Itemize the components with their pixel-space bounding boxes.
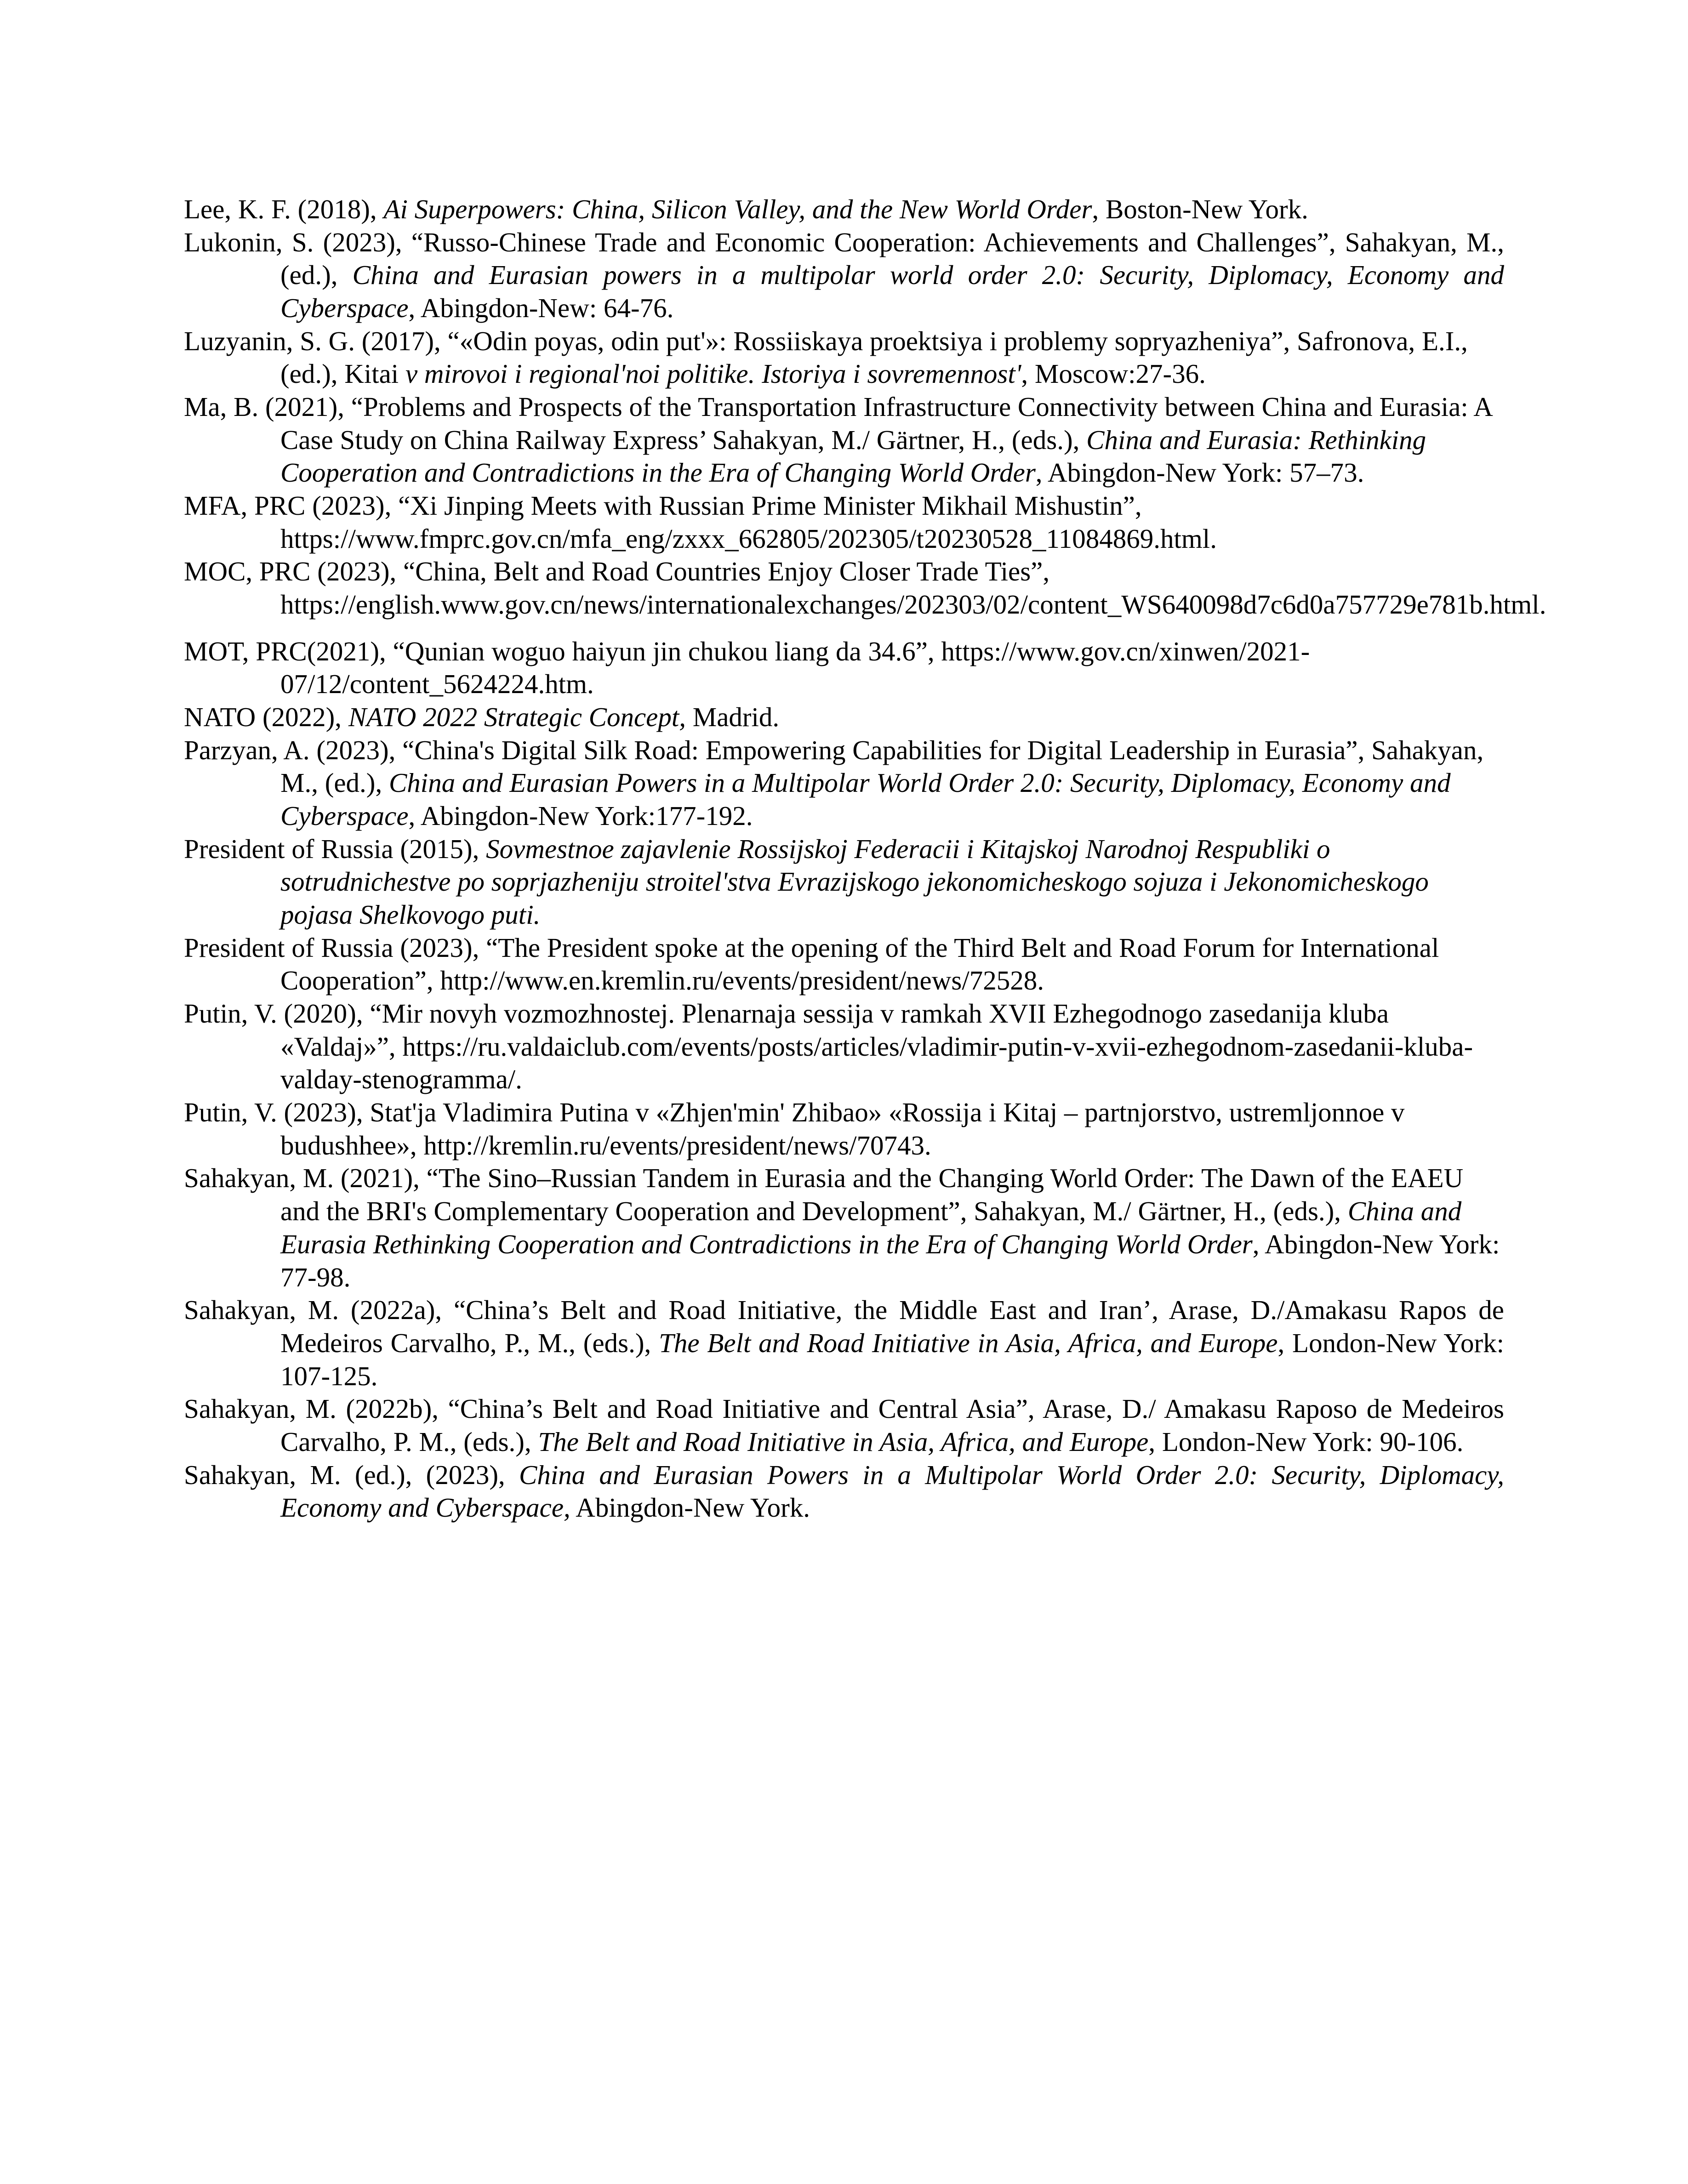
entry-text: , Abingdon-New York:177-192. xyxy=(408,801,753,831)
bibliography-entry xyxy=(184,833,1504,932)
bibliography-entry xyxy=(184,932,1504,997)
entry-text: Abingdon-New York. xyxy=(570,1492,810,1523)
entry-title-italic: China and Eurasia: Rethinking Cooperation and Contradictions in the Era of Changing World Order xyxy=(280,424,1426,488)
entry-text: MOT, PRC(2021), “Qunian woguo haiyun jin chukou liang da 34.6”, https://www.gov.cn/xinwen/2021-07/12/content_5624224.htm. xyxy=(184,636,1310,700)
entry-title-italic: Ai Superpowers: China, Silicon Valley, and the New World Order xyxy=(383,194,1092,224)
entry-text: Sahakyan, M. (2021), “The Sino–Russian Tandem in Eurasia and the Changing World Order: The Dawn of the EAEU and the BRI's Complementary Cooperation and Development”, Sahakyan, M./ Gärtner, H., (eds.), xyxy=(184,1163,1464,1227)
entry-text: MOC, PRC (2023), “China, Belt and Road Countries Enjoy Closer Trade Ties”, https://english.www.gov.cn/news/internationalexchanges/202303/02/content_WS640098d7c6d0a757729e781b.html. xyxy=(184,556,1546,620)
bibliography-entry xyxy=(184,997,1504,1096)
entry-title-italic: China and Eurasian Powers in a Multipolar World Order 2.0: Security, Diplomacy, Economy and Cyberspace, xyxy=(280,1459,1504,1523)
bibliography-entry xyxy=(184,734,1504,833)
bibliography-entry xyxy=(184,489,1504,555)
entry-text: , Boston-New York. xyxy=(1092,194,1308,224)
entry-text: , London-New York: 90-106. xyxy=(1148,1426,1464,1457)
entry-title-italic: China and Eurasia Rethinking Cooperation and Contradictions in the Era of Changing World Order xyxy=(280,1196,1462,1259)
entry-text: Ma, B. (2021), “Problems and Prospects of the Transportation Infrastructure Connectivity between China and Eurasia: A Case Study on China Railway Express’ Sahakyan, M./ Gärtner, H., (eds.), xyxy=(184,392,1492,455)
bibliography-entry xyxy=(184,1459,1504,1524)
entry-text: Lee, K. F. (2018), xyxy=(184,194,384,224)
bibliography-entry xyxy=(184,555,1546,621)
entry-title-italic: Sovmestnoe zajavlenie Rossijskoj Federacii i Kitajskoj Narodnoj Respubliki o sotrudnichestve po soprjazheniju stroitel'stva Evrazijskogo jekonomicheskogo sojuza i Jekonomicheskogo pojasa Shelkovogo puti. xyxy=(280,833,1429,930)
entry-text: NATO (2022), xyxy=(184,702,348,733)
entry-text: Luzyanin, S. G. (2017), “«Odin poyas, odin put'»: Rossiiskaya proektsiya i problemy sopryazheniya”, Safronova, E.I., (ed.), Kitai xyxy=(184,325,1468,389)
bibliography-entry xyxy=(184,1294,1504,1393)
bibliography-entry xyxy=(184,1096,1504,1162)
entry-text: President of Russia (2023), “The President spoke at the opening of the Third Belt and Road Forum for International Cooperation”, http://www.en.kremlin.ru/events/president/news/72528. xyxy=(184,932,1439,996)
entry-text: Sahakyan, M. (2022b), “China’s Belt and Road Initiative and Central Asia”, Arase, D./ Amakasu Raposo de Medeiros Carvalho, P. M., (eds.), xyxy=(184,1393,1504,1457)
bibliography-entry xyxy=(184,1393,1504,1458)
entry-text: Sahakyan, M. (2022a), “China’s Belt and Road Initiative, the Middle East and Iran’, Arase, D./Amakasu Rapos de Medeiros Carvalho, P., M., (eds.), xyxy=(184,1295,1504,1358)
entry-title-italic: The Belt and Road Initiative in Asia, Africa, and Europe xyxy=(538,1426,1149,1457)
entry-text: Sahakyan, M. (ed.), (2023), xyxy=(184,1459,519,1490)
entry-title-italic: The Belt and Road Initiative in Asia, Africa, and Europe xyxy=(659,1327,1278,1358)
entry-text: Putin, V. (2023), Stat'ja Vladimira Putina v «Zhjen'min' Zhibao» «Rossija i Kitaj – partnjorstvo, ustremljonnoe v budushhee», http://kremlin.ru/events/president/news/70743. xyxy=(184,1097,1405,1160)
bibliography-entry xyxy=(184,635,1504,701)
bibliography-entry xyxy=(184,1162,1504,1294)
entry-title-italic: NATO 2022 Strategic Concept, xyxy=(348,702,686,733)
entry-text: , London-New York: 107-125. xyxy=(280,1327,1504,1391)
bibliography-entry xyxy=(184,391,1504,489)
entry-text: Lukonin, S. (2023), “Russo-Chinese Trade and Economic Cooperation: Achievements and Challenges”, Sahakyan, M., (ed.), xyxy=(184,227,1504,290)
bibliography-entry xyxy=(184,193,1504,226)
entry-text: , Abingdon-New: 64-76. xyxy=(408,293,674,324)
entry-title-italic: v mirovoi i regional'noi politike. Istoriya i sovremennost' xyxy=(405,358,1021,389)
entry-text: Putin, V. (2020), “Mir novyh vozmozhnostej. Plenarnaja sessija v ramkah XVII Ezhegodnogo zasedanija kluba «Valdaj»”, https://ru.valdaiclub.com/events/posts/articles/vladimir-putin-v-xvii-ezhegodnom-zasedanii-kluba-valday-stenogramma/. xyxy=(184,998,1473,1095)
bibliography-entry xyxy=(184,701,1504,734)
entry-text: MFA, PRC (2023), “Xi Jinping Meets with Russian Prime Minister Mikhail Mishustin”, https://www.fmprc.gov.cn/mfa_eng/zxxx_662805/202305/t20230528_11084869.html. xyxy=(184,490,1217,554)
entry-text: , Abingdon-New York: 57–73. xyxy=(1035,457,1364,488)
entry-text: President of Russia (2015), xyxy=(184,833,486,864)
entry-text: Parzyan, A. (2023), “China's Digital Silk Road: Empowering Capabilities for Digital Leadership in Eurasia”, Sahakyan, M., (ed.), xyxy=(184,734,1484,798)
bibliography-list xyxy=(184,193,1546,1524)
entry-title-italic: China and Eurasian powers in a multipolar world order 2.0: Security, Diplomacy, Economy and Cyberspace xyxy=(280,260,1504,324)
entry-text: , Abingdon-New York: 77-98. xyxy=(280,1228,1500,1292)
bibliography-entry xyxy=(184,325,1504,391)
bibliography-entry xyxy=(184,226,1504,325)
entry-text: , Moscow:27-36. xyxy=(1021,358,1206,389)
entry-text: Madrid. xyxy=(686,702,780,733)
entry-title-italic: China and Eurasian Powers in a Multipolar World Order 2.0: Security, Diplomacy, Economy and Cyberspace xyxy=(280,768,1451,831)
